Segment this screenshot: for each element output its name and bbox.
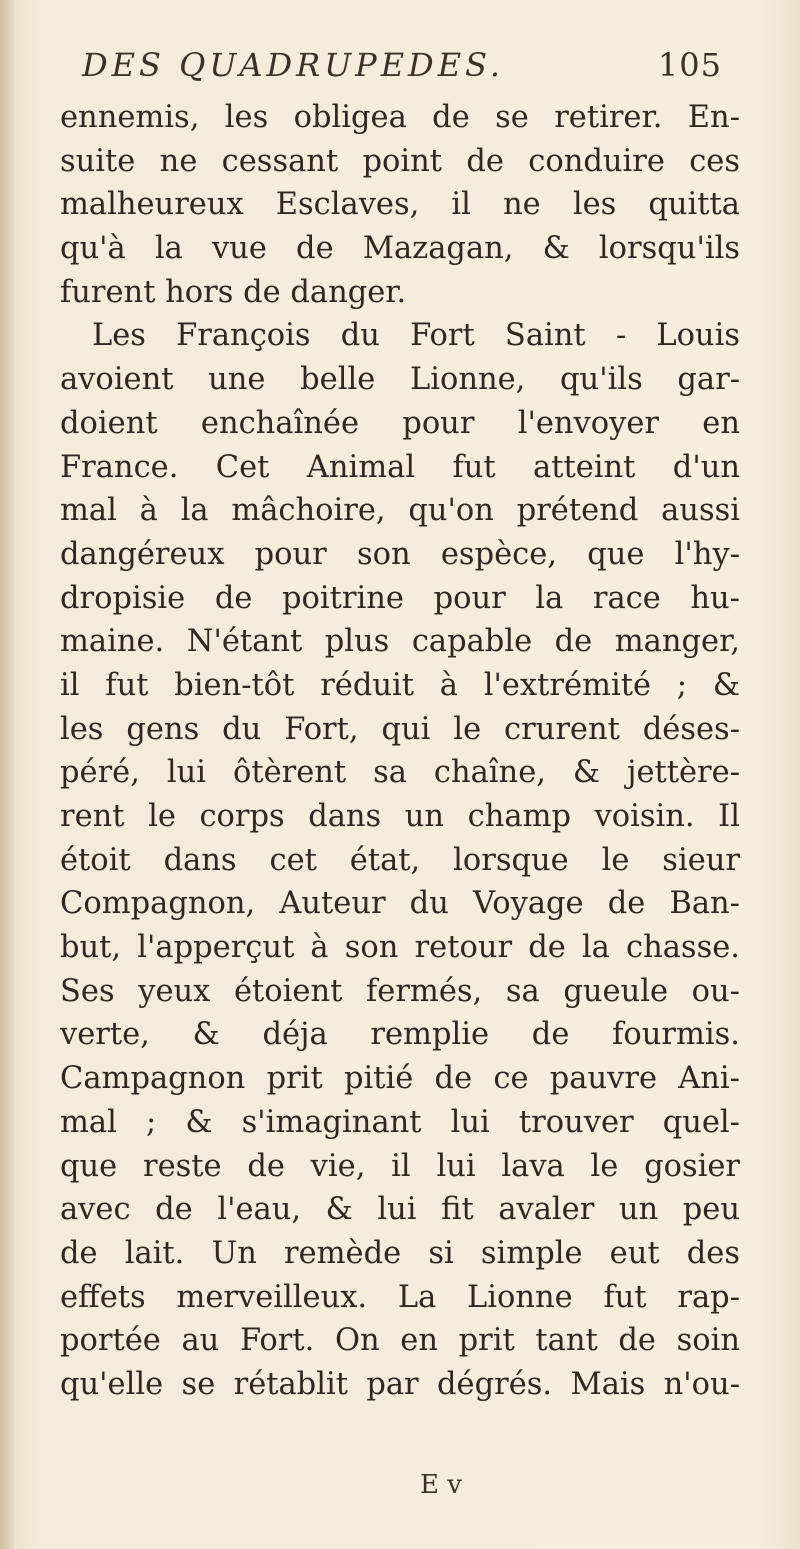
text-line: effets merveilleux. La Lionne fut rap- (60, 1279, 740, 1315)
text-line: avec de l'eau, & lui fit avaler un peu (60, 1192, 740, 1228)
text-line: maine. N'étant plus capable de manger, (60, 624, 740, 660)
text-line: que reste de vie, il lui lava le gosier (60, 1148, 740, 1184)
text-line: mal à la mâchoire, qu'on prétend aussi (60, 493, 740, 529)
text-line: dropisie de poitrine pour la race hu- (60, 580, 740, 616)
text-line: étoit dans cet état, lorsque le sieur (60, 842, 740, 878)
text-line: suite ne cessant point de conduire ces (60, 143, 740, 179)
text-line: il fut bien-tôt réduit à l'extrémité ; & (60, 667, 740, 703)
page-number: 105 (657, 46, 722, 84)
text-line: qu'elle se rétablit par dégrés. Mais n'ou- (60, 1366, 740, 1402)
text-line: les gens du Fort, qui le crurent déses- (60, 711, 740, 747)
text-line: dangéreux pour son espèce, que l'hy- (60, 536, 740, 572)
running-header (82, 46, 722, 94)
text-line: de lait. Un remède si simple eut des (60, 1235, 740, 1271)
text-line: ennemis, les obligea de se retirer. En- (60, 100, 740, 135)
text-line: Les François du Fort Saint - Louis (92, 318, 740, 354)
text-line: doient enchaînée pour l'envoyer en (60, 405, 740, 441)
text-line: verte, & déja remplie de fourmis. (60, 1017, 740, 1053)
text-line: portée au Fort. On en prit tant de soin (60, 1323, 740, 1359)
signature-mark: E v (420, 1470, 462, 1500)
text-line: but, l'apperçut à son retour de la chasse. (60, 930, 740, 966)
text-line: Campagnon prit pitié de ce pauvre Ani- (60, 1061, 740, 1097)
text-line: malheureux Esclaves, il ne les quitta (60, 187, 740, 223)
text-line: rent le corps dans un champ voisin. Il (60, 799, 740, 834)
page-gutter (0, 0, 14, 1549)
text-line: qu'à la vue de Mazagan, & lorsqu'ils (60, 231, 740, 267)
text-line: France. Cet Animal fut atteint d'un (60, 449, 740, 485)
text-line: furent hors de danger. (60, 274, 407, 310)
text-line: Ses yeux étoient fermés, sa gueule ou- (60, 973, 740, 1009)
text-line: péré, lui ôtèrent sa chaîne, & jettère- (60, 755, 740, 791)
body-text (60, 96, 740, 1407)
text-line: mal ; & s'imaginant lui trouver quel- (60, 1104, 740, 1140)
running-title: DES QUADRUPEDES. (82, 46, 505, 84)
text-line: avoient une belle Lionne, qu'ils gar- (60, 362, 740, 398)
text-line: Compagnon, Auteur du Voyage de Ban- (60, 886, 740, 922)
